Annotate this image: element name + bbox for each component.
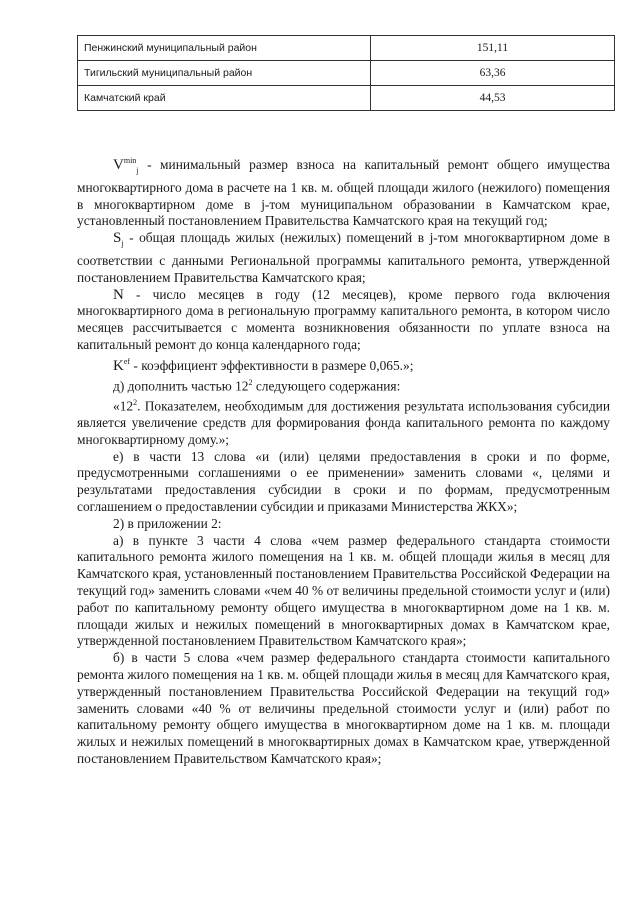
item-a: а) в пункте 3 части 4 слова «чем размер федерального стандарта стоимости капитального ремонта жилого помещения на 1 кв. м. общей площади жилья в месяц для Камчатского края, установленный постановлением Правительства Российской Федерации на текущий год» заменить словами «чем 40 % от величины предельной стоимости услуг и (или) работ по капитальному ремонту общего имущества в многоквартирном доме на 1 кв. м. площади жилых и нежилых помещений в многоквартирных домах в Камчатском крае, утвержденной постановлением Правительством Камчатского края»; [77, 532, 610, 649]
n-definition: N - число месяцев в году (12 месяцев), кроме первого года включения многоквартирного дома в региональную программу капитального ремонта, в котором число месяцев рассчитывается с момента возникновения обязанности по уплате взноса на капитальный ремонт до конца календарного года; [77, 286, 610, 352]
row-value: 44,53 [371, 86, 615, 111]
k-definition: $K^{ef}$ - коэффициент эффективности в размере 0,065.»; [113, 356, 414, 374]
n-symbol: N [113, 286, 124, 303]
table-row [78, 36, 615, 61]
row-value: 151,11 [371, 36, 615, 61]
item-d: д) дополнить частью $12^2$ следующего содержания: [113, 377, 401, 394]
vmin-definition: $V^{min}_j$ - минимальный размер взноса на капитальный ремонт общего имущества многоквартирного дома в расчете на 1 кв. м. общей площади жилого (нежилого) помещения в многоквартирном доме в j-том муниципальном образовании в Камчатском крае, установленный постановлением Правительства Камчатского края на текущий год; [77, 156, 610, 229]
item-e: е) в части 13 слова «и (или) целями предоставления в сроки и по форме, предусмотренными соглашениями о ее применении» заменить словами «, целями и результатами предоставления субсидии в сроки и по формам, предусмотренным соглашением о предоставлении субсидии и приказами Министерства ЖКХ»; [77, 448, 610, 515]
municipal-rates-table [77, 35, 615, 111]
row-name: Пенжинский муниципальный район [78, 36, 371, 61]
table-row [78, 86, 615, 111]
table-row [78, 61, 615, 86]
vmin-symbol: $V^{min}_j$ [113, 156, 139, 175]
item-b: б) в части 5 слова «чем размер федерального стандарта стоимости капитального ремонта жилого помещения на 1 кв. м. общей площади жилья в месяц для Камчатского края, утвержденный постановлением Правительства Российской Федерации на текущий год» заменить словами «40 % от величины предельной стоимости услуг и (или) работ по капитальному ремонту общего имущества в многоквартирном доме на 1 кв. м. площади жилых и нежилых помещений в многоквартирных домах в Камчатском крае, утвержденной постановлением Правительством Камчатского края»; [77, 650, 610, 767]
row-name: Камчатский край [78, 86, 371, 111]
item-2: 2) в приложении 2: [113, 515, 222, 531]
s-symbol: $S_j$ [113, 230, 124, 249]
k-symbol: $K^{ef}$ [113, 356, 131, 374]
quote-12-2: «$12^2$. Показателем, необходимым для достижения результата использования субсидии является увеличение средств для формирования фонда капитального ремонта по каждому многоквартирному дому.»; [77, 397, 610, 447]
row-value: 63,36 [371, 61, 615, 86]
s-definition: $S_j$ - общая площадь жилых (нежилых) помещений в j-том многоквартирном доме в соответствии с данными Региональной программы капитального ремонта, утвержденной постановлением Правительства Камчатского края; [77, 230, 610, 285]
row-name: Тигильский муниципальный район [78, 61, 371, 86]
document-body [77, 153, 610, 768]
